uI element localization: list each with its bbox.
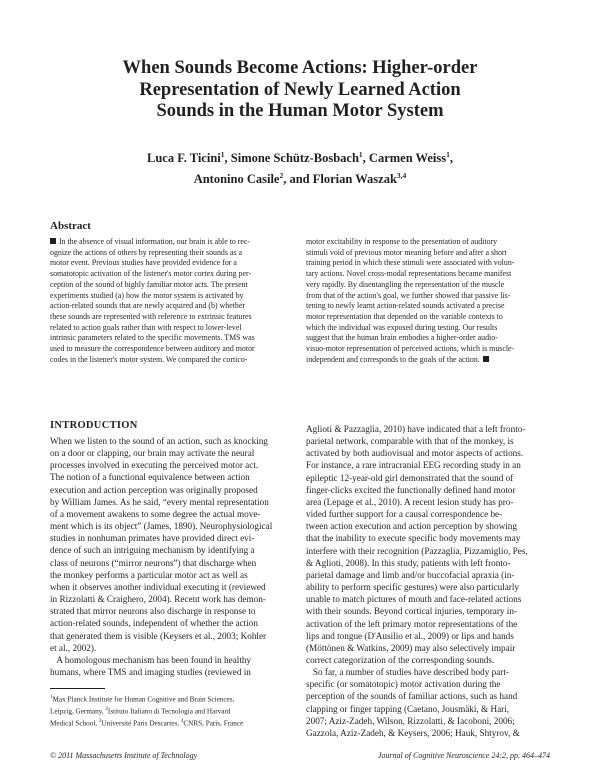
body-line: For instance, a rare intracranial EEG recording study in an: [306, 460, 521, 471]
author-affiliation-mark: 3,4: [396, 171, 407, 181]
body-line: parietal network, comparable with that of the monkey, is: [306, 436, 514, 447]
abstract-line: motor event. Previous studies have provided evidence for a: [50, 258, 237, 268]
body-line: When we listen to the sound of an action, such as knocking: [50, 436, 268, 446]
author-name: Luca F. Ticini: [147, 151, 221, 166]
body-line: (Möttönen & Watkins, 2009) may also selectively impair: [306, 642, 516, 653]
body-line: A homologous mechanism has been found in healthy: [50, 654, 252, 665]
body-line: with their sounds. Beyond cortical injuries, temporary in-: [306, 606, 518, 617]
paper-title: [60, 58, 540, 123]
abstract-line: visuo-motor representation of perceived actions, which is muscle-: [306, 344, 515, 354]
body-line: that the inability to execute specific body movements may: [306, 533, 521, 544]
body-line: et al., 2002).: [50, 642, 97, 653]
body-line: interfere with their recognition (Pazzaglia, Pizzamiglio, Pes,: [306, 545, 528, 556]
copyright-notice: © 2011 Massachusetts Institute of Technology: [50, 751, 198, 760]
abstract-line: action-related sounds that are newly acquired and (b) whether: [50, 301, 245, 311]
body-line: & Aglioti, 2008). In this study, patients with left fronto-: [306, 557, 511, 568]
abstract-line: suggest that the human brain embodies a higher-order audio-: [306, 333, 498, 343]
footnote-mark: 2: [105, 707, 108, 713]
abstract-line: training period in which these stimuli were associated with volun-: [306, 258, 515, 268]
author-affiliation-mark: 2: [279, 171, 284, 181]
abstract-line: somatotopic activation of the listener's motor cortex during per-: [50, 269, 252, 279]
author-affiliation-mark: 1: [220, 150, 225, 159]
body-line: activation of the left primary motor representations of the: [306, 618, 518, 629]
body-line: parietal damage and limb and/or buccofacial apraxia (in-: [306, 569, 515, 580]
body-line: that generated them is visible (Keysers et al., 2003; Kohler: [50, 630, 267, 641]
abstract-line: which the individual was exposed during testing. Our results: [306, 322, 498, 332]
footnote-divider: [50, 688, 105, 689]
abstract-line: intrinsic parameters related to the specific movements. TMS was: [50, 333, 255, 343]
author-affiliation-mark: 1: [358, 150, 363, 159]
abstract-column-left: [50, 237, 294, 365]
title-line: Sounds in the Human Motor System: [156, 101, 444, 121]
body-line: unable to match pictures of mouth and face-related actions: [306, 594, 522, 605]
abstract-line: very rapidly. By disentangling the representation of the muscle: [306, 279, 505, 289]
author-connector: and: [289, 172, 310, 187]
abstract-line: these sounds are represented with reference to extrinsic features: [50, 311, 252, 321]
abstract-line: ception of the sound of highly familiar motor acts. The present: [50, 279, 248, 289]
body-line: finger-clicks excited the functionally defined hand motor: [306, 484, 516, 495]
abstract-line: In the absence of visual information, our brain is able to rec-: [50, 237, 294, 248]
author-affiliation-mark: 1: [446, 150, 450, 159]
body-line: lips and tongue (D'Ausilio et al., 2009) or lips and hands: [306, 630, 514, 641]
body-column-left: [50, 435, 294, 678]
author-line-1: Luca F. Ticini$^1$, Simone Schütz-Bosbach$^1$, Carmen Weiss$^1$,: [147, 150, 453, 166]
footnote-mark: 1: [50, 695, 53, 700]
body-line: studies in nonhuman primates have provided direct evi-: [50, 533, 255, 544]
abstract-heading: Abstract: [50, 220, 91, 232]
author-name: Antonino Casile: [193, 172, 280, 187]
abstract-line: codes in the listener's motor system. We compared the cortico-: [50, 354, 248, 364]
abstract-line: used to measure the correspondence between auditory and motor: [50, 344, 255, 354]
abstract-column-right: [306, 237, 550, 365]
body-line: execution and action perception was originally proposed: [50, 484, 258, 495]
body-line: action-related sounds, independent of whether the action: [50, 618, 258, 629]
author-list: [80, 146, 520, 188]
footnote-line: $^1$Max Planck Institute for Human Cognitive and Brain Sciences,: [50, 695, 235, 704]
body-line: dence of such an intriguing mechanism by identifying a: [50, 545, 255, 556]
body-line: tween action execution and action perception by showing: [306, 521, 517, 532]
footnote-line: Medical School, $^3$Université Paris Descartes, $^4$CNRS, Paris, France: [50, 719, 244, 728]
body-line: of a movement awakens to some degree the actual move-: [50, 508, 261, 519]
body-line: by William James. As he said, “every mental representation: [50, 496, 269, 507]
abstract-line: related to action goals rather than with respect to lower-level: [50, 322, 242, 332]
body-line: humans, where TMS and imaging studies (reviewed in: [50, 666, 251, 677]
section-start-square-icon: [50, 238, 56, 244]
body-line: 2007; Aziz-Zadeh, Wilson, Rizzolatti, & Iacoboni, 2006;: [306, 715, 515, 726]
body-line: strated that mirror neurons also discharge in response to: [50, 606, 256, 617]
body-line: activated by both audiovisual and motor aspects of actions.: [306, 448, 524, 459]
body-line: when it observes another individual executing it (reviewed: [50, 581, 266, 592]
body-column-right: [306, 423, 550, 739]
body-line: on a door or clapping, our brain may activate the neural: [50, 448, 255, 459]
abstract-line: independent and corresponds to the goals of the action.: [306, 355, 550, 366]
body-line: class of neurons (“mirror neurons”) that discharge when: [50, 557, 257, 568]
body-line: Aglioti & Pazzaglia, 2010) have indicated that a left fronto-: [306, 424, 526, 434]
abstract-line: motor excitability in response to the presentation of auditory: [306, 237, 498, 246]
affiliation-footnote: [50, 693, 294, 729]
body-line: clapping or finger tapping (Caetano, Jousmäki, & Hari,: [306, 703, 510, 714]
body-line: Gazzola, Aziz-Zadeh, & Keysers, 2006; Hauk, Shtyrov, &: [306, 727, 520, 738]
body-line: specific (or somatotopic) motor activation during the: [306, 679, 501, 690]
body-line: The notion of a functional equivalence between action: [50, 472, 250, 483]
body-line: epileptic 12-year-old girl demonstrated that the sound of: [306, 472, 514, 483]
title-line: Representation of Newly Learned Action: [139, 79, 461, 100]
footnote-mark: 3: [98, 719, 102, 725]
footnote-line: Leipzig, Germany, $^2$Istituto Italiano di Tecnologia and Harvard: [50, 707, 231, 716]
title-line: When Sounds Become Actions: Higher-order: [122, 58, 478, 78]
abstract-line: from that of the action's goal, we further showed that passive lis-: [306, 290, 511, 300]
author-name: Florian Waszak: [312, 172, 397, 187]
author-name: Simone Schütz-Bosbach: [230, 151, 359, 166]
body-line: ment which is its object” (James, 1890). Neurophysiological: [50, 521, 273, 532]
abstract-line: ognize the actions of others by representing their sounds as a: [50, 247, 242, 257]
body-line: correct categorization of the corresponding sounds.: [306, 654, 495, 665]
body-line: ability to perform specific gestures) were also particularly: [306, 582, 520, 593]
abstract-line: stimuli void of previous motor meaning before and after a short: [306, 247, 507, 257]
author-line-2: Antonino Casile$^2$, and Florian Waszak$^{3,4}$: [193, 171, 407, 187]
section-end-square-icon: [483, 356, 489, 362]
author-name: Carmen Weiss: [368, 151, 447, 166]
abstract-line: tening to newly learnt action-related sounds activated a precise: [306, 301, 505, 311]
body-line: processes involved in executing the perceived motor act.: [50, 460, 259, 471]
abstract-line: tary actions. Novel cross-modal representations became manifest: [306, 269, 512, 279]
body-line: vided further support for a causal correspondence be-: [306, 509, 503, 520]
body-line: perception of the sounds of familiar actions, such as hand: [306, 691, 518, 702]
abstract-line: motor representation that depended on the variable contexts to: [306, 311, 503, 321]
body-line: in Rizzolatti & Craighero, 2004). Recent work has demon-: [50, 594, 266, 605]
body-line: the monkey performs a particular motor act as well as: [50, 569, 248, 580]
body-line: So far, a number of studies have described body part-: [306, 667, 509, 678]
abstract-line: experiments studied (a) how the motor system is activated by: [50, 290, 244, 300]
introduction-heading: INTRODUCTION: [50, 420, 138, 431]
journal-citation: Journal of Cognitive Neuroscience 24:2, pp. 464–474: [377, 751, 550, 760]
body-line: area (Lepage et al., 2010). A recent lesion study has pro-: [306, 496, 514, 507]
footnote-mark: 4: [180, 719, 184, 725]
